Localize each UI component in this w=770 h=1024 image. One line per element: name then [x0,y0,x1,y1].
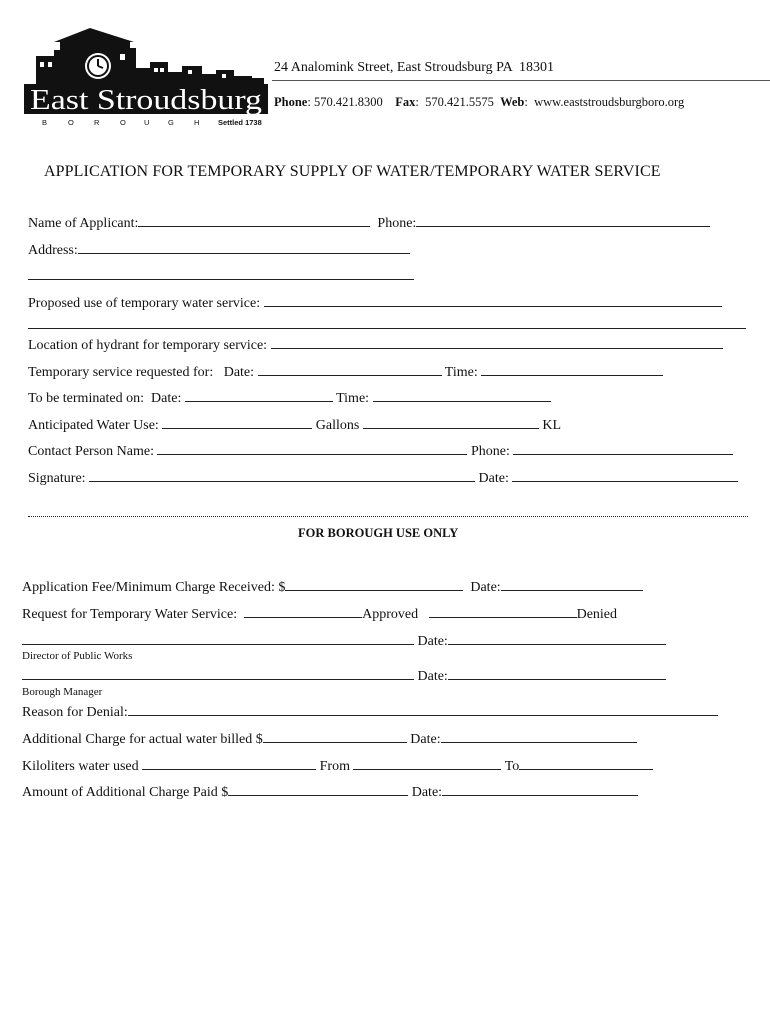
field-signature-date[interactable] [512,468,738,482]
logo-sub-r: R [94,118,100,127]
label-kiloliters: Kiloliters water used [22,759,139,774]
section-divider [28,516,748,517]
field-manager-signature[interactable] [22,666,414,680]
label-manager-date: Date: [417,669,448,684]
row-manager [22,666,666,685]
row-director [22,631,666,650]
borough-address: 24 Analomink Street, East Stroudsburg PA 18301 [274,60,555,75]
label-signature-date: Date: [478,471,509,486]
field-signature[interactable] [89,468,475,482]
field-terminated-time[interactable] [373,388,551,402]
borough-website: www.eaststroudsburgboro.org [534,95,685,109]
label-director: Director of Public Works [22,650,133,662]
label-terminated-time: Time: [336,391,370,406]
row-address [28,240,410,259]
label-name-of-applicant: Name of Applicant: [28,216,139,231]
row-proposed-use-2 [28,315,746,334]
field-manager-date[interactable] [448,666,666,680]
label-anticipated: Anticipated Water Use: [28,418,159,433]
label-signature: Signature: [28,471,86,486]
logo-sub-o: O [68,118,74,127]
form-title: APPLICATION FOR TEMPORARY SUPPLY OF WATER/TEMPORARY WATER SERVICE [44,163,661,180]
field-approved[interactable] [244,604,362,618]
row-signature [28,468,738,487]
label-service-requested: Temporary service requested for: Date: [28,365,255,380]
field-contact-phone[interactable] [513,441,733,455]
web-label: Web [500,95,525,109]
field-additional-date[interactable] [441,729,637,743]
field-proposed-use[interactable] [264,293,722,307]
label-fee-date: Date: [470,580,501,595]
row-applicant [28,213,710,232]
field-name-of-applicant[interactable] [138,213,370,227]
borough-section-title: FOR BOROUGH USE ONLY [298,526,459,540]
label-additional-date: Date: [410,732,441,747]
borough-phone: 570.421.8300 [313,95,383,109]
field-from[interactable] [353,756,501,770]
label-phone: Phone: [377,216,417,231]
logo-sub-g: G [168,118,174,127]
row-hydrant [28,335,723,354]
row-proposed-use [28,293,722,312]
field-additional-charge[interactable] [263,729,407,743]
label-amount-paid: Amount of Additional Charge Paid $ [22,785,229,800]
label-contact-phone: Phone: [470,444,510,459]
row-fee [22,577,643,596]
header-rule [272,80,770,81]
label-denied: Denied [576,607,618,622]
label-from: From [319,759,350,774]
logo-settled: Settled 1738 [218,118,262,127]
logo-sub-o2: O [120,118,126,127]
field-fee[interactable] [285,577,463,591]
field-address-line-2[interactable] [28,266,414,280]
field-kiloliters[interactable] [142,756,316,770]
logo-sub-h: H [194,118,200,127]
field-proposed-use-line-2[interactable] [28,315,746,329]
row-request [22,604,617,623]
row-service-requested [28,362,663,381]
field-kl[interactable] [363,415,539,429]
label-terminated: To be terminated on: Date: [28,391,182,406]
row-address-2 [28,266,414,285]
borough-logo [24,28,268,130]
label-director-date: Date: [417,634,448,649]
field-address-line-1[interactable] [78,240,410,254]
label-additional-charge: Additional Charge for actual water billed $ [22,732,263,747]
field-phone[interactable] [416,213,710,227]
label-address: Address: [28,243,78,258]
field-contact-person[interactable] [157,441,467,455]
field-fee-date[interactable] [501,577,643,591]
field-location-hydrant[interactable] [271,335,723,349]
field-terminated-date[interactable] [185,388,333,402]
field-gallons[interactable] [162,415,312,429]
label-approved: Approved [362,607,419,622]
label-contact-person: Contact Person Name: [28,444,154,459]
field-amount-date[interactable] [442,782,638,796]
label-gallons: Gallons [315,418,360,433]
field-to[interactable] [519,756,653,770]
row-anticipated [28,415,561,434]
logo-sub-b: B [42,118,48,127]
row-terminated [28,388,551,407]
logo-wordmark: East Stroudsburg [30,84,262,116]
label-fee: Application Fee/Minimum Charge Received: $ [22,580,286,595]
field-service-date[interactable] [258,362,442,376]
label-reason: Reason for Denial: [22,705,128,720]
phone-label: Phone [274,95,308,109]
label-manager: Borough Manager [22,686,103,698]
field-director-signature[interactable] [22,631,414,645]
row-kiloliters [22,756,653,775]
label-service-time: Time: [444,365,478,380]
row-reason [22,702,718,721]
label-amount-date: Date: [411,785,443,800]
row-contact [28,441,733,460]
fax-label: Fax [395,95,416,109]
label-kl: KL [542,418,562,433]
borough-fax: 570.421.5575 [425,95,494,109]
logo-sub-u: U [144,118,150,127]
field-reason[interactable] [128,702,718,716]
label-proposed-use: Proposed use of temporary water service: [28,296,261,311]
field-denied[interactable] [429,604,577,618]
label-to: To [504,759,520,774]
label-location-hydrant: Location of hydrant for temporary service: [28,338,268,353]
field-amount-paid[interactable] [228,782,408,796]
row-amount-paid [22,782,638,801]
row-additional-charge [22,729,637,748]
label-request: Request for Temporary Water Service: [22,607,238,622]
contact-line: Phone: 570.421.8300 Fax: 570.421.5575 Web: www.eaststroudsburgboro.org [274,95,685,109]
field-director-date[interactable] [448,631,666,645]
field-service-time[interactable] [481,362,663,376]
